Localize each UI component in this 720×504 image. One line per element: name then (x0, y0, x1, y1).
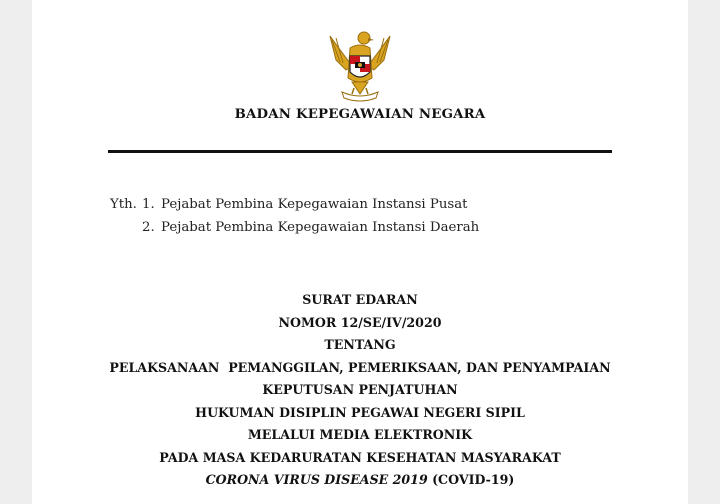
title-italic-text: CORONA VIRUS DISEASE 2019 (205, 472, 428, 487)
document-number: NOMOR 12/SE/IV/2020 (278, 314, 442, 330)
addressee-item-text: Pejabat Pembina Kepegawaian Instansi Pusat (161, 197, 468, 212)
title-covid-label: (COVID-19) (427, 472, 515, 487)
header-divider (108, 150, 612, 153)
title-subject-line: PELAKSANAAN PEMANGGILAN, PEMERIKSAAN, DAN PENYAMPAIAN (109, 359, 611, 375)
title-subject-line: KEPUTUSAN PENJATUHAN (262, 382, 458, 397)
document-type: SURAT EDARAN (302, 292, 418, 307)
agency-name: BADAN KEPEGAWAIAN NEGARA (234, 107, 486, 122)
addressee-item-number: 1. (142, 197, 155, 212)
title-subject-line: MELALUI MEDIA ELEKTRONIK (247, 427, 473, 442)
title-subject-line (0, 469, 720, 492)
circular-title-block (0, 289, 720, 492)
title-about: TENTANG (324, 337, 396, 352)
garuda-emblem-icon (322, 26, 398, 104)
addressee-item-text: Pejabat Pembina Kepegawaian Instansi Daerah (161, 220, 480, 235)
title-subject-line: HUKUMAN DISIPLIN PEGAWAI NEGERI SIPIL (195, 404, 525, 420)
addressee-item-number: 2. (142, 220, 155, 235)
addressee-prefix: Yth. (110, 197, 137, 212)
title-subject-line: PADA MASA KEDARURATAN KESEHATAN MASYARAKAT (159, 449, 561, 465)
